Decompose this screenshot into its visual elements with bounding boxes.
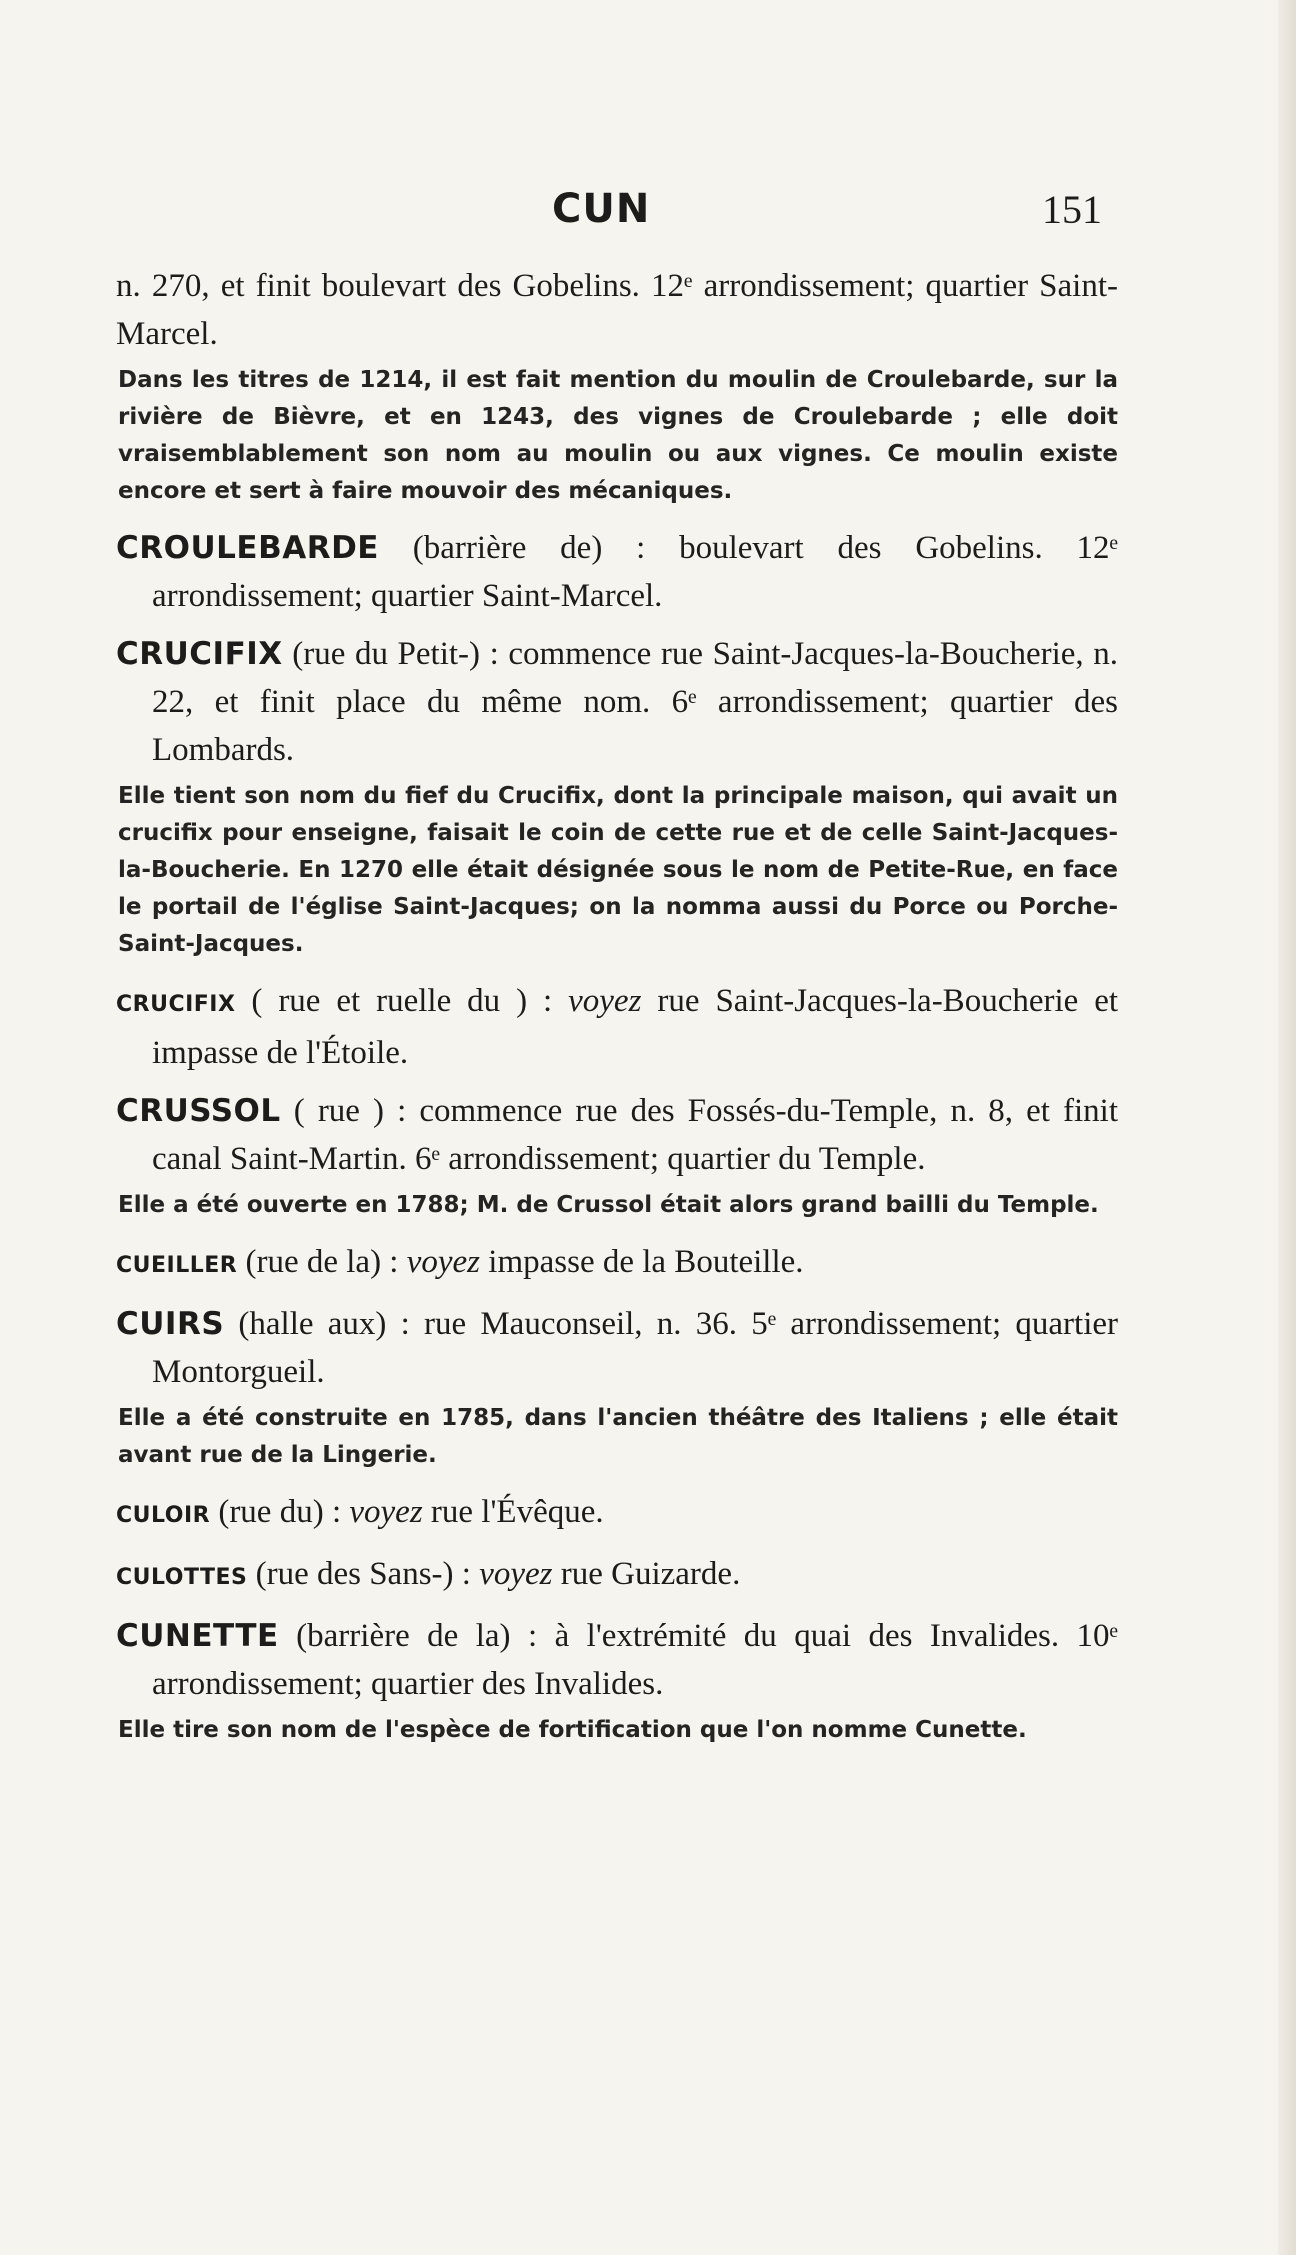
entry-text: n. 270, et finit boulevart des Gobelins. 12ᵉ arrondissement; quartier Saint-Marcel. — [116, 268, 1118, 352]
entry-text: (rue du Petit-) : commence rue Saint-Jacques-la-Boucherie, n. 22, et finit place du même nom. 6ᵉ arrondissement; quartier des Lombards. — [152, 636, 1118, 768]
entry-note: Elle a été ouverte en 1788; M. de Crussol était alors grand bailli du Temple. — [118, 1192, 1099, 1218]
entry-continuation — [116, 262, 1118, 358]
entry-text: rue Saint-Jacques-la-Boucherie et impasse de l'Étoile. — [152, 983, 1119, 1071]
entry-text: (barrière de) : boulevart des Gobelins. 12ᵉ arrondissement; quartier Saint-Marcel. — [152, 530, 1118, 614]
headword: CULOTTES — [116, 1565, 248, 1590]
entry-culoir — [116, 1488, 1118, 1540]
headword: CRUCIFIX — [116, 992, 236, 1017]
entry-crussol — [116, 1087, 1118, 1183]
headword: CUNETTE — [116, 1618, 279, 1654]
entry-text: rue l'Évêque. — [430, 1494, 604, 1530]
entry-text: (rue du) : — [218, 1494, 342, 1530]
entry-text: (halle aux) : rue Mauconseil, n. 36. 5ᵉ arrondissement; quartier Montorgueil. — [152, 1306, 1119, 1390]
entry-text: rue Guizarde. — [560, 1556, 741, 1592]
running-head: CUN — [552, 186, 651, 232]
entry-text: (rue des Sans-) : — [255, 1556, 471, 1592]
voyez-ref: voyez — [406, 1244, 481, 1280]
voyez-ref: voyez — [479, 1556, 553, 1592]
entry-crucifix-ruelle — [116, 977, 1118, 1077]
entry-cuirs — [116, 1300, 1118, 1396]
entry-text: (barrière de la) : à l'extrémité du quai des Invalides. 10ᵉ arrondissement; quartier des Invalides. — [152, 1618, 1119, 1702]
entry-note: Elle tire son nom de l'espèce de fortification que l'on nomme Cunette. — [118, 1717, 1027, 1743]
voyez-ref: voyez — [568, 983, 642, 1019]
entry-culottes — [116, 1550, 1118, 1602]
page-number: 151 — [1042, 187, 1102, 232]
headword: CRUCIFIX — [116, 636, 283, 672]
entry-text: (rue de la) : — [245, 1244, 399, 1280]
entry-crucifix — [116, 630, 1118, 774]
entry-text: impasse de la Bouteille. — [488, 1244, 804, 1280]
voyez-ref: voyez — [349, 1494, 423, 1530]
entry-note: Elle a été construite en 1785, dans l'ancien théâtre des Italiens ; elle était avant rue de la Lingerie. — [118, 1405, 1118, 1468]
page-body — [116, 262, 1118, 1763]
entry-note: Dans les titres de 1214, il est fait mention du moulin de Croulebarde, sur la rivière de Bièvre, et en 1243, des vignes de Croulebarde ; elle doit vraisemblablement son nom au moulin ou aux vignes. Ce moulin existe encore et sert à faire mouvoir des mécaniques. — [118, 367, 1118, 504]
page-gutter-shadow — [1278, 0, 1296, 2255]
headword: CROULEBARDE — [116, 530, 379, 566]
entry-cunette — [116, 1612, 1118, 1708]
headword: CUIRS — [116, 1306, 225, 1342]
headword: CULOIR — [116, 1503, 211, 1528]
headword: CRUSSOL — [116, 1093, 281, 1129]
entry-croulebarde — [116, 524, 1118, 620]
entry-text: ( rue et ruelle du ) : — [251, 983, 553, 1019]
entry-note: Elle tient son nom du fief du Crucifix, dont la principale maison, qui avait un crucifix pour enseigne, faisait le coin de cette rue et de celle Saint-Jacques-la-Boucherie. En 1270 elle était désignée sous le nom de Petite-Rue, en face le portail de l'église Saint-Jacques; on la nomma aussi du Porce ou Porche-Saint-Jacques. — [118, 783, 1118, 957]
headword: CUEILLER — [116, 1253, 238, 1278]
page-header — [0, 186, 1296, 238]
entry-cueiller — [116, 1238, 1118, 1290]
entry-text: ( rue ) : commence rue des Fossés-du-Temple, n. 8, et finit canal Saint-Martin. 6ᵉ arrondissement; quartier du Temple. — [152, 1093, 1118, 1177]
